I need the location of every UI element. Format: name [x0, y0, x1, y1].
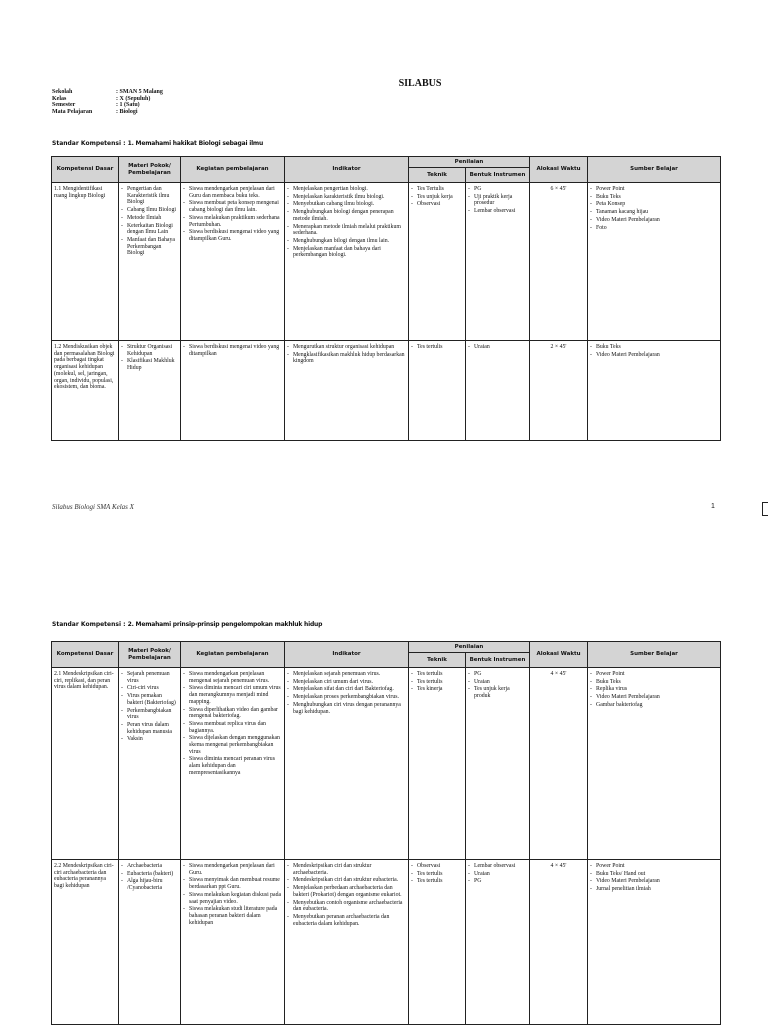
- list-item: - Archaebacteria: [121, 863, 178, 870]
- sk-value: 1. Memahami hakikat Biologi sebagai ilmu: [127, 140, 264, 147]
- list-item: - Video Materi Pembelajaran: [590, 352, 718, 359]
- sk-label: Standar Kompetensi :: [52, 140, 126, 147]
- list-item: - Cabang Ilmu Biologi: [121, 207, 178, 214]
- cell-bentuk: [466, 860, 530, 1025]
- bentuk-list: [468, 671, 527, 700]
- table-row: [52, 183, 721, 341]
- cell-bentuk: [466, 668, 530, 860]
- list-item: - Menjelaskan sejarah penemuan virus.: [287, 671, 406, 678]
- cell-kd: [52, 341, 119, 441]
- kegiatan-list: [183, 671, 282, 777]
- cell-kd: [52, 668, 119, 860]
- header-indikator: Indikator: [285, 157, 409, 183]
- table-row: [52, 860, 721, 1025]
- silabus-table-1: [51, 156, 721, 441]
- cell-bentuk: [466, 183, 530, 341]
- list-item: - Manfaat dan Bahaya Perkembangan Biologi: [121, 237, 178, 257]
- cell-sumber: [588, 668, 721, 860]
- cell-teknik: [409, 183, 466, 341]
- teknik-list: [411, 344, 463, 351]
- list-item: - Buku Teks/ Hand out: [590, 871, 718, 878]
- page-edge-marker: [762, 502, 768, 516]
- list-item: - Menyebutkan peranan archaebacteria dan eubacteria dalam kehidupan.: [287, 914, 406, 927]
- sumber-list: [590, 344, 718, 358]
- header-indikator: Indikator: [285, 642, 409, 668]
- sk-label: Standar Kompetensi :: [52, 621, 126, 628]
- list-item: - Video Materi Pembelajaran: [590, 694, 718, 701]
- cell-indikator: [285, 860, 409, 1025]
- cell-sumber: [588, 860, 721, 1025]
- list-item: - Siswa melakukan studi literature pada bahasan peranan bakteri dalam kehidupan: [183, 906, 282, 926]
- list-item: - Uji praktik kerja prosedur: [468, 194, 527, 207]
- list-item: - Siswa melakukan kegiatan diskusi pada saat penyajian video.: [183, 892, 282, 905]
- list-item: - Menjelaskan karakteristik ilmu biologi.: [287, 194, 406, 201]
- list-item: - Tanaman kacang hijau: [590, 209, 718, 216]
- list-item: - Tes kinerja: [411, 686, 463, 693]
- sumber-list: [590, 186, 718, 231]
- list-item: - Tes unjuk kerja: [411, 194, 463, 201]
- list-item: - Uraian: [468, 344, 527, 351]
- info-key: Semester: [52, 102, 76, 109]
- cell-teknik: [409, 860, 466, 1025]
- info-value: : Biologi: [116, 108, 138, 115]
- list-item: - Siswa melakukan praktikum sederhana Pertumbuhan.: [183, 215, 282, 228]
- cell-alokasi: [530, 183, 588, 341]
- cell-teknik: [409, 668, 466, 860]
- kd-text: 1.1 Mengidentifikasi ruang lingkup Biologi: [54, 186, 106, 199]
- list-item: - Observasi: [411, 201, 463, 208]
- cell-kegiatan: [181, 668, 285, 860]
- indikator-list: [287, 671, 406, 715]
- kegiatan-list: [183, 863, 282, 926]
- list-item: - Menjelaskan proses perkembangbiakan virus.: [287, 694, 406, 701]
- cell-indikator: [285, 341, 409, 441]
- list-item: - Menyebutkan cabang ilmu biologi.: [287, 201, 406, 208]
- standar-kompetensi-1: [52, 140, 263, 147]
- list-item: - Menghubungkan ciri virus dengan peranannya bagi kehidupan.: [287, 702, 406, 715]
- alokasi-text: 4 × 45': [550, 863, 567, 869]
- header-kd: Kompetensi Dasar: [52, 642, 119, 668]
- list-item: - Mendeskripsikan ciri dan struktur archaebacteria.: [287, 863, 406, 876]
- header-materi: Materi Pokok/ Pembelajaran: [119, 642, 181, 668]
- info-row-sekolah: [52, 89, 163, 96]
- teknik-list: [411, 671, 463, 693]
- list-item: - Observasi: [411, 863, 463, 870]
- list-item: - Siswa mendengarkan penjelasan dari Guru dan membaca buku teks.: [183, 186, 282, 199]
- list-item: - Mengurutkan struktur organisasi kehidupan: [287, 344, 406, 351]
- list-item: - Tes Tertulis: [411, 186, 463, 193]
- info-value: : SMAN 5 Malang: [116, 89, 163, 95]
- list-item: - Menghubungkan bilogi dengan ilmu lain.: [287, 238, 406, 245]
- list-item: - Keterkaitan Biologi dengan Ilmu Lain: [121, 223, 178, 236]
- cell-indikator: [285, 183, 409, 341]
- list-item: - Siswa mendengarkan penjelasan dari Guru.: [183, 863, 282, 876]
- header-materi: Materi Pokok/ Pembelajaran: [119, 157, 181, 183]
- kd-text: 1.2 Mendiskusikan objek dan permasalahan Biologi pada berbagai tingkat organisasi kehidupan (molekul, sel, jaringan, organ, individu, populasi, ekosistem, dan bioma.: [54, 344, 115, 391]
- kd-text: 2.2 Mendeskripsikan ciri-ciri archaebacteria dan eubacteria peranannya bagi kehidupan: [54, 863, 114, 890]
- indikator-list: [287, 186, 406, 259]
- list-item: - Menjelaskan ciri umum dari virus.: [287, 679, 406, 686]
- cell-sumber: [588, 341, 721, 441]
- list-item: - Siswa diperlihatkan video dan gambar mengenai bakteriofag.: [183, 707, 282, 720]
- teknik-list: [411, 186, 463, 208]
- list-item: - Buku Teks: [590, 679, 718, 686]
- cell-kegiatan: [181, 183, 285, 341]
- indikator-list: [287, 863, 406, 927]
- header-kegiatan: Kegiatan pembelajaran: [181, 157, 285, 183]
- list-item: - Lembar observasi: [468, 208, 527, 215]
- list-item: - Lembar observasi: [468, 863, 527, 870]
- kegiatan-list: [183, 186, 282, 243]
- info-row-semester: [52, 102, 163, 109]
- page-title: SILABUS: [398, 78, 442, 89]
- list-item: - PG: [468, 878, 527, 885]
- info-value: : 1 (Satu): [116, 102, 140, 109]
- bentuk-list: [468, 863, 527, 885]
- header-bentuk: Bentuk Instrumen: [466, 168, 530, 183]
- list-item: - Replika virus: [590, 686, 718, 693]
- list-item: - Tes tertulis: [411, 671, 463, 678]
- header-teknik: Teknik: [409, 653, 466, 668]
- list-item: - Eubacteria (bakteri): [121, 871, 178, 878]
- list-item: - Uraian: [468, 871, 527, 878]
- list-item: - Siswa berdiskusi mengenai video yang ditampilkan Guru.: [183, 229, 282, 242]
- info-value: : X (Sepuluh): [116, 95, 151, 102]
- sumber-list: [590, 863, 718, 893]
- list-item: - Pengertian dan Karakteristik ilmu Biologi: [121, 186, 178, 206]
- cell-alokasi: [530, 668, 588, 860]
- list-item: - PG: [468, 671, 527, 678]
- list-item: - Tes tertulis: [411, 878, 463, 885]
- list-item: - Perkembangbiakan virus: [121, 708, 178, 721]
- cell-kegiatan: [181, 341, 285, 441]
- list-item: - Buku Teks: [590, 344, 718, 351]
- list-item: - Power Point: [590, 863, 718, 870]
- cell-sumber: [588, 183, 721, 341]
- cell-materi: [119, 183, 181, 341]
- list-item: - Menjelaskan perbedaan archaebacteria dan bakteri (Prokariot) dengan organisme eukariot.: [287, 885, 406, 898]
- cell-alokasi: [530, 341, 588, 441]
- list-item: - Jurnal penelitian ilmiah: [590, 886, 718, 893]
- list-item: - Struktur Organisasi Kehidupan: [121, 344, 178, 357]
- list-item: - Siswa menyimak dan membuat resume berdasarkan ppt Guru.: [183, 877, 282, 890]
- sumber-list: [590, 671, 718, 709]
- table-1-body: [52, 183, 721, 441]
- list-item: - Tes unjuk kerja produk: [468, 686, 527, 699]
- school-info: [52, 89, 163, 115]
- cell-teknik: [409, 341, 466, 441]
- table-row: [52, 341, 721, 441]
- list-item: - Klasifikasi Makhluk Hidup: [121, 358, 178, 371]
- list-item: - Mengklasifikasikan makhluk hidup berdasarkan kingdom: [287, 352, 406, 365]
- list-item: - Tes tertulis: [411, 679, 463, 686]
- list-item: - Tes tertulis: [411, 871, 463, 878]
- list-item: - Menjelaskan sifat dan ciri dari Bakteriofag.: [287, 686, 406, 693]
- list-item: - Siswa membuat replica virus dan bagiannya.: [183, 721, 282, 734]
- info-key: Mata Pelajaran: [52, 108, 93, 115]
- list-item: - PG: [468, 186, 527, 193]
- list-item: - Menerapkan metode ilmiah melalui praktikum sederhana.: [287, 224, 406, 237]
- list-item: - Siswa dijelaskan dengan menggunakan skema mengenai perkembangbiakan virus: [183, 735, 282, 755]
- standar-kompetensi-2: [52, 621, 322, 628]
- alokasi-text: 2 × 45': [550, 344, 567, 350]
- indikator-list: [287, 344, 406, 365]
- cell-indikator: [285, 668, 409, 860]
- page-number: 1: [711, 503, 715, 510]
- cell-alokasi: [530, 860, 588, 1025]
- materi-list: [121, 863, 178, 892]
- teknik-list: [411, 863, 463, 885]
- kegiatan-list: [183, 344, 282, 357]
- header-kegiatan: Kegiatan pembelajaran: [181, 642, 285, 668]
- materi-list: [121, 186, 178, 257]
- sk-value: 2. Memahami prinsip-prinsip pengelompokan makhluk hidup: [127, 621, 323, 628]
- list-item: - Siswa diminta mencari ciri umum virus dan merangkumnya menjadi mind mapping.: [183, 685, 282, 705]
- list-item: - Peta Konsep: [590, 201, 718, 208]
- table-row: [52, 668, 721, 860]
- header-teknik: Teknik: [409, 168, 466, 183]
- list-item: - Menyebutkan contoh organisme archaebacteria dan eubacteria.: [287, 900, 406, 913]
- list-item: - Siswa diminta mencari peranan virus alam kehidupan dan mempresentasikannya: [183, 756, 282, 776]
- list-item: - Video Materi Pembelajaran: [590, 217, 718, 224]
- list-item: - Buku Teks: [590, 194, 718, 201]
- header-alokasi: Alokasi Waktu: [530, 157, 588, 183]
- info-key: Kelas: [52, 95, 67, 102]
- list-item: - Gambar bakteriofag: [590, 702, 718, 709]
- table-2-body: [52, 668, 721, 1025]
- materi-list: [121, 671, 178, 743]
- cell-kd: [52, 860, 119, 1025]
- list-item: - Menghubungkan biologi dengan penerapan metode ilmiah.: [287, 209, 406, 222]
- list-item: - Video Materi Pembelajaran: [590, 878, 718, 885]
- list-item: - Foto: [590, 225, 718, 232]
- info-key: Sekolah: [52, 89, 73, 95]
- list-item: - Siswa membuat peta konsep mengenai cabang biologi dan ilmu lain.: [183, 200, 282, 213]
- cell-materi: [119, 860, 181, 1025]
- list-item: - Power Point: [590, 186, 718, 193]
- list-item: - Tes tertulis: [411, 344, 463, 351]
- bentuk-list: [468, 344, 527, 351]
- list-item: - Siswa berdiskusi mengenai video yang ditampilkan: [183, 344, 282, 357]
- materi-list: [121, 344, 178, 372]
- list-item: - Power Point: [590, 671, 718, 678]
- header-penilaian: Penilaian: [409, 642, 530, 653]
- header-alokasi: Alokasi Waktu: [530, 642, 588, 668]
- list-item: - Alga hijau-biru /Cyanobacteria: [121, 878, 178, 891]
- list-item: - Peran virus dalam kehidupan manusia: [121, 722, 178, 735]
- info-row-mapel: [52, 109, 163, 116]
- info-row-kelas: [52, 96, 163, 103]
- cell-bentuk: [466, 341, 530, 441]
- footer-doc-title: Silabus Biologi SMA Kelas X: [52, 503, 134, 511]
- header-bentuk: Bentuk Instrumen: [466, 653, 530, 668]
- cell-kegiatan: [181, 860, 285, 1025]
- bentuk-list: [468, 186, 527, 215]
- list-item: - Menjelaskan pengertian biologi.: [287, 186, 406, 193]
- cell-materi: [119, 668, 181, 860]
- header-sumber: Sumber Belajar: [588, 157, 721, 183]
- list-item: - Ciri-ciri virus: [121, 685, 178, 692]
- list-item: - Uraian: [468, 679, 527, 686]
- list-item: - Sejarah penemuan virus: [121, 671, 178, 684]
- cell-materi: [119, 341, 181, 441]
- cell-kd: [52, 183, 119, 341]
- silabus-table-2: [51, 641, 721, 1025]
- list-item: - Virus pemakan bakteri (Bakteriofag): [121, 693, 178, 706]
- header-kd: Kompetensi Dasar: [52, 157, 119, 183]
- header-penilaian: Penilaian: [409, 157, 530, 168]
- list-item: - Mendeskripsikan ciri dan struktur eubacteria.: [287, 877, 406, 884]
- list-item: - Menjelaskan manfaat dan bahaya dari perkembangan biologi.: [287, 246, 406, 259]
- alokasi-text: 6 × 45': [550, 186, 567, 192]
- kd-text: 2.1 Mendeskripsikan ciri-ciri, replikasi, dan peran virus dalam kehidupan.: [54, 671, 114, 691]
- list-item: - Metode Ilmiah: [121, 215, 178, 222]
- list-item: - Siswa mendengarkan penjelasan mengenai sejarah penemuan virus.: [183, 671, 282, 684]
- alokasi-text: 4 × 45': [550, 671, 567, 677]
- header-sumber: Sumber Belajar: [588, 642, 721, 668]
- list-item: - Vaksin: [121, 736, 178, 743]
